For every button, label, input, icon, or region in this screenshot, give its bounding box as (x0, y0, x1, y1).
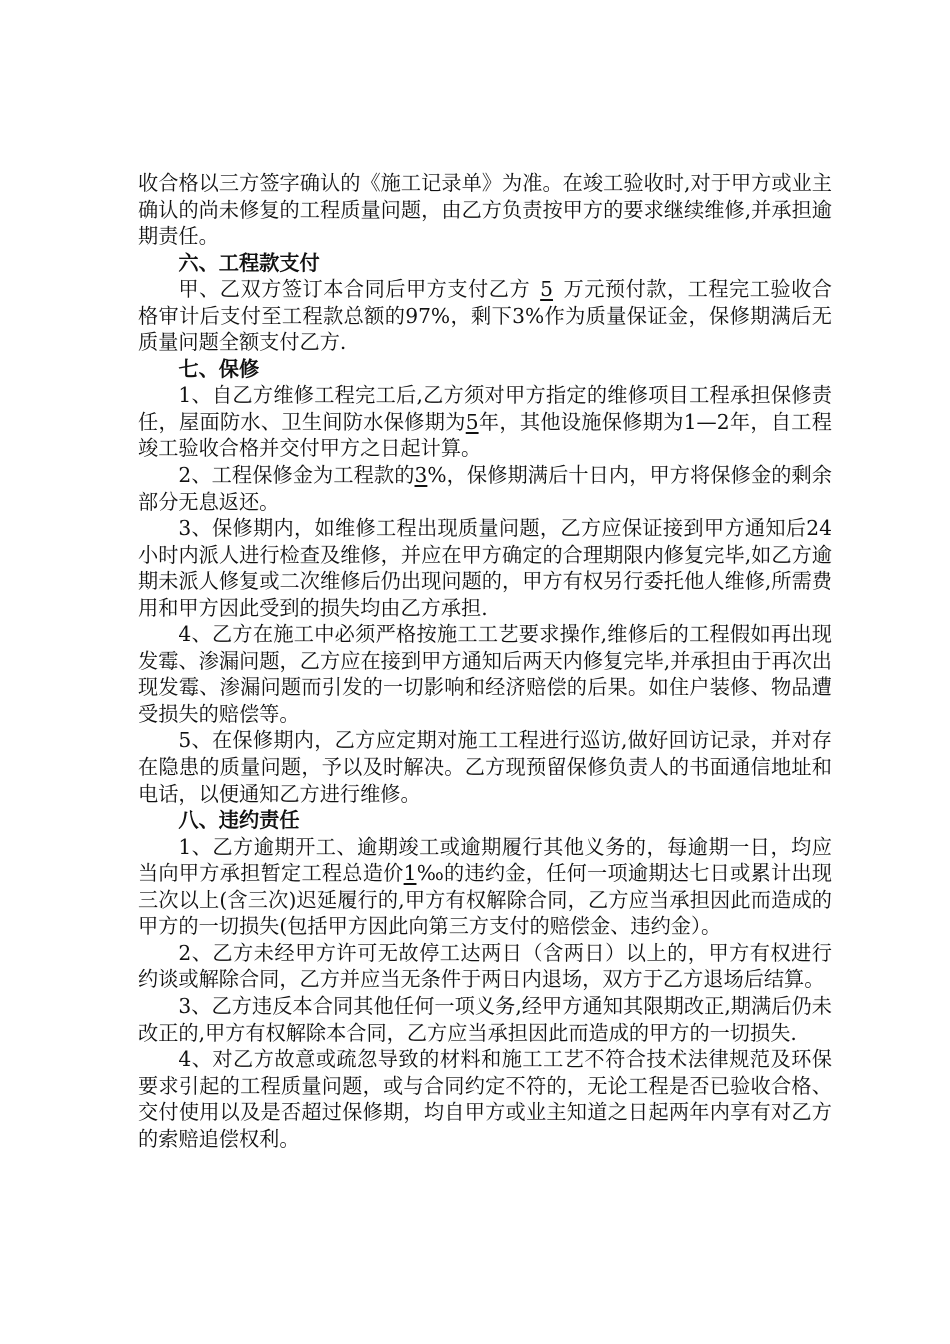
section-7-item-4: 4、乙方在施工中必须严格按施工工艺要求操作,维修后的工程假如再出现发霉、渗漏问题，乙方应在接到甲方通知后两天内修复完毕,并承担由于再次出现发霉、渗漏问题而引发的一切影响和经济赔偿的后果。如住户装修、物品遭受损失的赔偿等。 (138, 622, 832, 726)
section-7-item-3: 3、保修期内，如维修工程出现质量问题，乙方应保证接到甲方通知后24小时内派人进行检查及维修，并应在甲方确定的合理期限内修复完毕,如乙方逾期未派人修复或二次维修后仍出现问题的，甲方有权另行委托他人维修,所需费用和甲方因此受到的损失均由乙方承担. (138, 516, 832, 620)
retention-rate: 3 (414, 463, 428, 488)
contract-page (138, 170, 832, 1152)
penalty-rate: 1 (403, 861, 417, 886)
section-6-text-pre: 甲、乙双方签订本合同后甲方支付乙方 (178, 277, 531, 302)
section-8-item-4: 4、对乙方故意或疏忽导致的材料和施工工艺不符合技术法律规范及环保要求引起的工程质量问题，或与合同约定不符的，无论工程是否已验收合格、交付使用以及是否超过保修期，均自甲方或业主知道之日起两年内享有对乙方的索赔追偿权利。 (138, 1047, 832, 1151)
section-8-item-1-post: ‰的违约金，任何一项逾期达七日或累计出现三次以上(含三次)迟延履行的,甲方有权解除合同，乙方应当承担因此而造成的甲方的一切损失(包括甲方因此向第三方支付的赔偿金、违约金）。 (138, 861, 832, 939)
section-6-text-post: 万元预付款，工程完工验收合格审计后支付至工程款总额的97%，剩下3%作为质量保证金，保修期满后无质量问题全额支付乙方. (138, 277, 832, 355)
section-6-heading: 六、工程款支付 (178, 250, 320, 275)
section-6-paragraph (138, 276, 832, 356)
section-8-item-3: 3、乙方违反本合同其他任何一项义务,经甲方通知其限期改正,期满后仍未改正的,甲方有权解除本合同，乙方应当承担因此而造成的甲方的一切损失. (138, 993, 832, 1045)
section-7-item-1-pre: 1、自乙方维修工程完工后,乙方须对甲方指定的维修项目工程承担保修责任，屋面防水、卫生间防水保修期为 (138, 383, 832, 434)
warranty-years: 5 (465, 409, 479, 434)
section-7-item-5: 5、在保修期内，乙方应定期对施工工程进行巡访,做好回访记录，并对存在隐患的质量问题，予以及时解决。乙方现预留保修负责人的书面通信地址和电话，以便通知乙方进行维修。 (138, 728, 832, 806)
section-8-item-2: 2、乙方未经甲方许可无故停工达两日（含两日）以上的，甲方有权进行约谈或解除合同，乙方并应当无条件于两日内退场，双方于乙方退场后结算。 (138, 940, 832, 992)
section-8-item-1 (138, 834, 832, 940)
intro-paragraph: 收合格以三方签字确认的《施工记录单》为准。在竣工验收时,对于甲方或业主确认的尚未修复的工程质量问题，由乙方负责按甲方的要求继续维修,并承担逾期责任。 (138, 171, 832, 249)
section-7-item-2-pre: 2、工程保修金为工程款的 (178, 463, 415, 488)
section-7-heading: 七、保修 (178, 356, 260, 381)
section-7-item-1-post: 年，其他设施保修期为1—2年，自工程竣工验收合格并交付甲方之日起计算。 (138, 409, 832, 461)
section-8-heading: 八、违约责任 (178, 808, 300, 833)
prepayment-amount: 5 (540, 277, 553, 302)
section-7-item-1 (138, 382, 832, 462)
section-8-item-1-pre: 1、乙方逾期开工、逾期竣工或逾期履行其他义务的，每逾期一日，均应当向甲方承担暂定工程总造价 (138, 834, 832, 886)
section-7-item-2 (138, 462, 832, 515)
section-7-item-2-post: %，保修期满后十日内，甲方将保修金的剩余部分无息返还。 (138, 463, 832, 514)
